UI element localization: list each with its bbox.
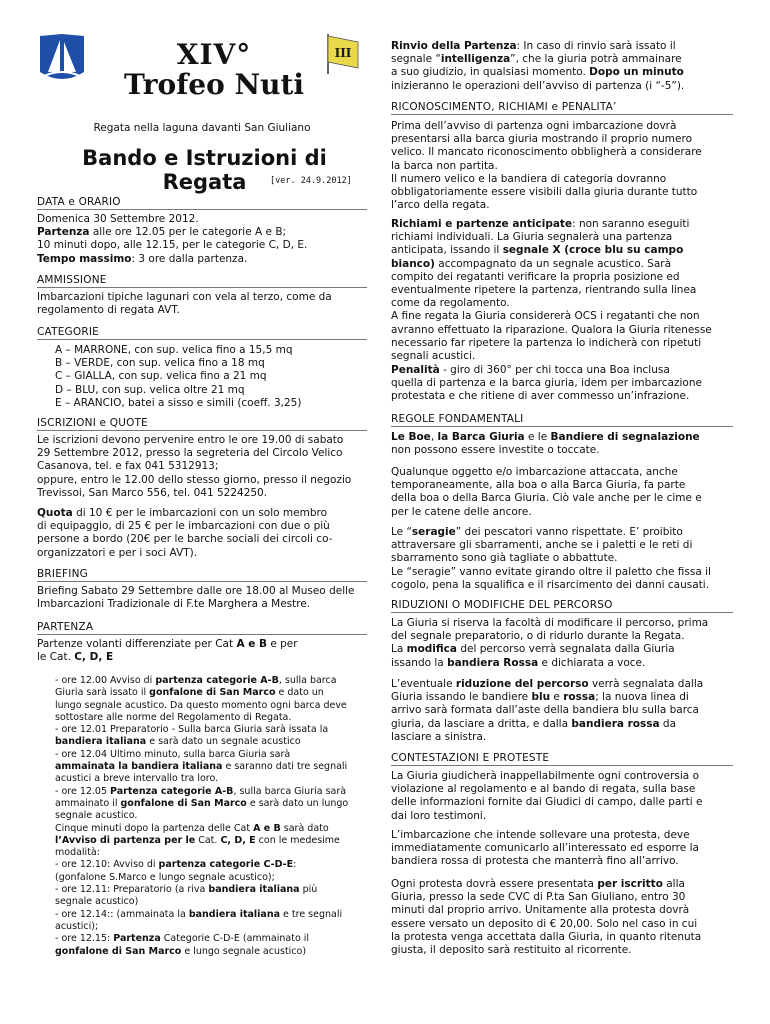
text-bold: Bandiere di segnalazione [550, 431, 700, 443]
section-iscrizioni-body [37, 434, 367, 500]
section-regole-oggetti [391, 466, 733, 519]
label-quota: Quota [37, 507, 73, 519]
text-fragment: - ore 12.14:: (ammainata la [55, 908, 189, 920]
section-heading-iscrizioni: ISCRIZIONI e QUOTE [37, 417, 367, 431]
text-bold: modifica [406, 643, 457, 656]
text-bold: bandiera italiana [208, 884, 300, 896]
text-line: richiami individuali. La Giuria segnalerà una partenza [391, 231, 673, 244]
text-line: arrivo sarà formata dall’aste della bandiera blu sulla barca [391, 704, 699, 717]
section-heading-ammissione: AMMISSIONE [37, 274, 367, 288]
text-fragment: e lungo segnale acustico) [181, 945, 307, 957]
text-line: modalità: [55, 847, 100, 859]
text-bold: riduzione del percorso [455, 678, 589, 690]
text-line: eventualmente ripetere la partenza, rientrando sulla linea [391, 284, 697, 297]
label-rinvio: Rinvio della Partenza [391, 40, 517, 52]
section-heading-partenza: PARTENZA [37, 621, 367, 635]
text-line: necessario far ripetere la partenza lo indicherà con ripetuti [391, 336, 702, 349]
text-line: segnale acustico. [55, 810, 138, 822]
text-bold: seragie [411, 526, 456, 538]
text-bold: A e B [236, 638, 267, 650]
text-fragment: Partenze volanti differenziate per Cat [37, 638, 237, 650]
text-line: A fine regata la Giuria considererà OCS i regatanti che non [391, 310, 700, 323]
section-contestazioni-protesta [391, 829, 733, 869]
text-line: - ore 12.01 Preparatorio - Sulla barca Giuria sarà issata la [55, 724, 329, 736]
text-line: 29 Settembre 2012, presso la segreteria del Circolo Velico [37, 447, 343, 460]
start-schedule [55, 675, 367, 958]
text-line: La Giuria giudicherà inappellabilmente ogni controversia o [391, 770, 700, 782]
text-bold: segnale X (croce blu su campo [502, 244, 684, 257]
section-riconoscimento-body [391, 120, 733, 212]
text-line: giusta, il deposito sarà restituito al ricorrente. [391, 944, 632, 957]
text-line: lungo segnale acustico. Da questo momento ogni barca deve [55, 699, 347, 711]
text-fragment: le Cat. [37, 651, 75, 664]
list-item: C – GIALLA, con sup. velica fino a 21 mq [55, 370, 267, 383]
text-line: Le iscrizioni devono pervenire entro le ore 19.00 di sabato [37, 434, 344, 446]
text-line: come da regolamento. [391, 297, 510, 310]
text-line: compito dei regatanti verificare la propria posizione ed [391, 270, 680, 283]
text-fragment: ” dei pescatori vanno rispettate. E’ proibito [455, 526, 683, 538]
text-fragment: Cinque minuti dopo la partenza delle Cat [55, 822, 254, 834]
text-line: lasciare a sinistra. [391, 730, 487, 743]
text-bold: Partenza categorie A-B [110, 785, 234, 797]
text-line: Giuria, presso la sede CVC di P.ta San Giuliano, entro 30 [391, 891, 686, 904]
text-fragment: : 3 ore dalla partenza. [131, 252, 248, 265]
version-label: [ver. 24.9.2012] [270, 176, 352, 186]
text-line: sottostare alle norme del Regolamento di Regata. [55, 711, 292, 723]
section-rinvio-body [391, 40, 733, 93]
text-line: organizzatori e per i soci AVT). [37, 546, 198, 559]
text-line: Imbarcazioni tipiche lagunari con vela al terzo, come da [37, 291, 332, 303]
trophy-title [104, 40, 324, 100]
subtitle: Regata nella laguna davanti San Giuliano [93, 122, 311, 134]
text-fragment: giuria, da lasciare a dritta, e dalla [391, 717, 572, 730]
text-line: persone a bordo (20€ per le barche sociali dei circoli co- [37, 533, 333, 546]
trofeo-logo-icon [38, 32, 86, 86]
section-regole-seragie [391, 526, 733, 592]
text-fragment: - ore 12.15: [55, 933, 114, 945]
text-bold: gonfalone di San Marco [55, 945, 182, 957]
text-bold: l’Avviso di partenza per le [55, 834, 196, 846]
text-line: attraversare gli sbarramenti, anche se i paletti e le reti di [391, 539, 693, 552]
text-line: oppure, entro le 12.00 dello stesso giorno, presso il negozio [37, 473, 352, 486]
text-fragment: e [550, 691, 564, 704]
text-line: la protesta venga accettata dalla Giuria, in quanto ritenuta [391, 930, 702, 943]
text-bold: Dopo un minuto [589, 66, 684, 79]
text-fragment: alla [662, 878, 685, 890]
text-bold: bandiera italiana [188, 908, 281, 920]
text-fragment: L’eventuale [391, 678, 456, 690]
flag-badge-icon [322, 32, 362, 76]
section-ammissione-body [37, 291, 367, 317]
text-fragment: e per [267, 638, 298, 650]
list-item: B – VERDE, con sup. velica fino a 18 mq [55, 357, 265, 370]
section-partenza-intro [37, 638, 367, 664]
text-fragment: e sarà dato un lungo [246, 797, 349, 809]
section-data-body [37, 213, 367, 266]
text-fragment: Giuria issando le bandiere [391, 691, 532, 704]
text-line: di equipaggio, di 25 € per le imbarcazioni con due o più [37, 520, 330, 533]
section-heading-contestazioni: CONTESTAZIONI E PROTESTE [391, 752, 733, 766]
text-line: regolamento di regata AVT. [37, 304, 180, 317]
text-line: Trevissoi, San Marco 556, tel. 041 5224250. [37, 486, 268, 499]
text-line: la barca non partita. [391, 159, 498, 172]
text-line: Prima dell’avviso di partenza ogni imbarcazione dovrà [391, 120, 677, 132]
text-line: Casanova, tel. e fax 041 5312913; [37, 460, 219, 473]
section-riduzioni-linea [391, 678, 733, 744]
section-regole-body [391, 431, 733, 457]
section-penalita-body [391, 364, 733, 404]
text-line: immediatamente comunicarlo all’interessato ed esporre la [391, 842, 699, 855]
text-fragment: ammainato il [55, 797, 121, 809]
text-fragment: ; la nuova linea di [595, 691, 689, 704]
text-bold: bianco) [391, 257, 435, 270]
text-fragment: Ogni protesta dovrà essere presentata [391, 878, 598, 890]
text-fragment: , [430, 431, 438, 443]
text-line: non possono essere investite o toccate. [391, 444, 600, 457]
text-line: acustici); [55, 920, 99, 932]
text-fragment: da [659, 717, 677, 730]
text-fragment: Le “ [391, 526, 412, 538]
text-bold: Le Boe [391, 431, 431, 443]
text-line: inizieranno le operazioni dell’avviso di partenza (i “-5”). [391, 79, 685, 92]
section-contestazioni-body [391, 770, 733, 823]
text-fragment: Cat. [195, 834, 221, 846]
text-bold: blu [531, 691, 551, 704]
text-bold: per iscritto [597, 878, 663, 890]
text-line: avranno effettuato la riparazione. Qualora la Giuria ritenesse [391, 323, 712, 336]
text-bold: gonfalone di San Marco [149, 687, 276, 699]
section-heading-riconoscimento: RICONOSCIMENTO, RICHIAMI e PENALITA’ [391, 101, 733, 115]
text-fragment: : In caso di rinvio sarà issato il [516, 40, 676, 52]
text-fragment: : [293, 859, 297, 871]
text-fragment: issando la [391, 656, 448, 669]
text-fragment: di 10 € per le imbarcazioni con un solo membro [72, 507, 328, 519]
section-riduzioni-body [391, 617, 733, 670]
label-penalita: Penalità [391, 364, 440, 376]
text-line: temporaneamente, alla boa o alla Barca Giuria, fa parte [391, 479, 686, 492]
text-bold: bandiera italiana [55, 736, 147, 748]
text-fragment: Giuria sarà issato il [55, 687, 150, 699]
text-fragment: segnale “ [391, 53, 441, 66]
list-item: A – MARRONE, con sup. velica fino a 15,5 mq [55, 344, 293, 356]
text-fragment: e sarà dato un segnale acustico [146, 736, 301, 748]
section-briefing-body [37, 585, 367, 611]
text-line: Domenica 30 Settembre 2012. [37, 213, 199, 225]
text-line: per le catene delle ancore. [391, 505, 532, 518]
section-heading-categorie: CATEGORIE [37, 326, 367, 340]
text-fragment: e tre segnali [280, 908, 343, 920]
text-fragment: alle ore 12.05 per le categorie A e B; [89, 226, 287, 239]
text-line: bandiera rossa di protesta che manterrà fino all’arrivo. [391, 855, 679, 868]
text-line: Imbarcazioni Tradizionale di F.te Marghera a Mestre. [37, 598, 311, 611]
text-bold: intelligenza [440, 53, 511, 66]
text-fragment: : non saranno eseguiti [572, 218, 690, 230]
text-line: dai loro testimoni. [391, 809, 487, 822]
text-fragment: - ore 12.00 Avviso di [55, 675, 156, 686]
text-line: protestata e che ritiene di aver commesso un’infrazione. [391, 390, 690, 403]
text-line: Le “seragie” vanno evitate girando oltre il paletto che fissa il [391, 565, 711, 578]
text-fragment: - ore 12.11: Preparatorio (a riva [55, 884, 209, 896]
category-list [55, 344, 367, 410]
text-line: l’arco della regata. [391, 199, 490, 212]
text-bold: A e B [253, 822, 281, 834]
text-bold: gonfalone di San Marco [120, 797, 247, 809]
text-fragment: La [391, 643, 407, 656]
section-heading-riduzioni: RIDUZIONI O MODIFICHE DEL PERCORSO [391, 599, 733, 613]
text-fragment: ”, che la giuria potrà ammainare [510, 53, 682, 66]
text-fragment: - ore 12.10: Avviso di [55, 859, 159, 871]
text-line: - ore 12.04 Ultimo minuto, sulla barca Giuria sarà [55, 748, 291, 760]
text-fragment: - ore 12.05 [55, 785, 111, 797]
text-bold: bandiera Rossa [447, 656, 539, 669]
section-heading-briefing: BRIEFING [37, 568, 367, 582]
text-line: L’imbarcazione che intende sollevare una protesta, deve [391, 829, 690, 841]
text-line: Qualunque oggetto e/o imbarcazione attaccata, anche [391, 466, 678, 478]
text-bold: Partenza [113, 933, 161, 945]
text-line: La Giuria si riserva la facoltà di modificare il percorso, prima [391, 617, 709, 629]
text-fragment: a suo giudizio, in qualsiasi momento. [391, 66, 590, 79]
text-bold: ammainata la bandiera italiana [55, 761, 223, 773]
text-fragment: sarà dato [280, 822, 329, 834]
text-fragment: - giro di 360° per chi tocca una Boa inclusa [439, 364, 670, 376]
text-line: acustici a breve intervallo tra loro. [55, 773, 219, 785]
text-line: presentarsi alla barca giuria mostrando il proprio numero [391, 133, 692, 146]
section-heading-data: DATA e ORARIO [37, 196, 367, 210]
text-line: del segnale preparatorio, o di ridurlo durante la Regata. [391, 630, 685, 643]
text-line: cogolo, pena la squalifica e il risarcimento dei danni causati. [391, 578, 710, 591]
text-fragment: , sulla barca Giuria sarà [233, 785, 347, 797]
title-edition: XIV° [176, 38, 252, 71]
text-line: 10 minuti dopo, alle 12.15, per le categorie C, D, E. [37, 239, 308, 252]
text-line: Briefing Sabato 29 Settembre dalle ore 18.00 al Museo delle [37, 585, 355, 597]
text-line: segnale acustico) [55, 896, 139, 908]
text-bold: partenza categorie A-B [155, 675, 279, 686]
text-bold: C, D, E [74, 651, 114, 664]
section-quota-body [37, 507, 367, 560]
text-fragment: e saranno dati tre segnali [222, 761, 348, 773]
section-contestazioni-deposito [391, 878, 733, 957]
label-partenza: Partenza [37, 226, 90, 239]
text-fragment: verrà segnalata dalla [588, 678, 704, 690]
list-item: E – ARANCIO, batei a sisso e simili (coeff. 3,25) [55, 396, 302, 409]
text-fragment: accompagnato da un segnale acustico. Sarà [434, 257, 672, 270]
text-line: velico. Il mancato riconoscimento obbligherà a considerare [391, 146, 702, 159]
text-bold: partenza categorie C-D-E [158, 859, 294, 871]
text-fragment: con le medesime [255, 834, 340, 846]
text-line: (gonfalone S.Marco e lungo segnale acustico); [55, 871, 275, 883]
label-tempo-massimo: Tempo massimo [37, 252, 132, 265]
text-fragment: e dichiarata a voce. [538, 656, 646, 669]
text-fragment: e dato un [275, 687, 324, 699]
text-fragment: più [299, 884, 318, 896]
list-item: D – BLU, con sup. velica oltre 21 mq [55, 383, 245, 396]
text-line: Il numero velico e la bandiera di categoria dovranno [391, 172, 667, 185]
text-line: violazione al regolamento e al bando di regata, sulla base [391, 783, 696, 796]
text-fragment: Categorie C-D-E (ammainato il [160, 933, 310, 945]
title-name: Trofeo Nuti [123, 68, 305, 101]
text-fragment: e le [524, 431, 551, 443]
label-richiami: Richiami e partenze anticipate [391, 218, 573, 230]
text-bold: rossa [563, 691, 596, 704]
badge-label: III [334, 46, 352, 60]
page-title: Bando e Istruzioni di Regata [82, 146, 327, 194]
text-bold: bandiera rossa [571, 717, 660, 730]
text-bold: la Barca Giuria [437, 431, 525, 443]
text-line: essere versato un deposito di € 20,00. Solo nel caso in cui [391, 917, 698, 930]
text-line: delle informazioni fornite dai Giudici di campo, dalle parti e [391, 796, 703, 809]
section-richiami-body [391, 218, 733, 363]
text-fragment: anticipata, issando il [391, 244, 503, 257]
text-fragment: del percorso verrà segnalata dalla Giuria [457, 643, 675, 656]
text-line: segnali acustici. [391, 350, 476, 363]
text-fragment: , sulla barca [278, 675, 337, 686]
text-bold: C, D, E [220, 834, 256, 846]
section-heading-regole: REGOLE FONDAMENTALI [391, 413, 733, 427]
text-line: minuti dal proprio arrivo. Unitamente alla protesta dovrà [391, 904, 690, 917]
text-line: obbligatoriamente essere visibili dalla giuria durante tutto [391, 186, 698, 199]
text-line: quella di partenza e la barca giuria, idem per imbarcazione [391, 377, 702, 390]
text-line: della boa o della Barca Giuria. Ciò vale anche per le cime e [391, 492, 702, 505]
text-line: sbarramento sono già tagliate o abbattute. [391, 552, 618, 565]
